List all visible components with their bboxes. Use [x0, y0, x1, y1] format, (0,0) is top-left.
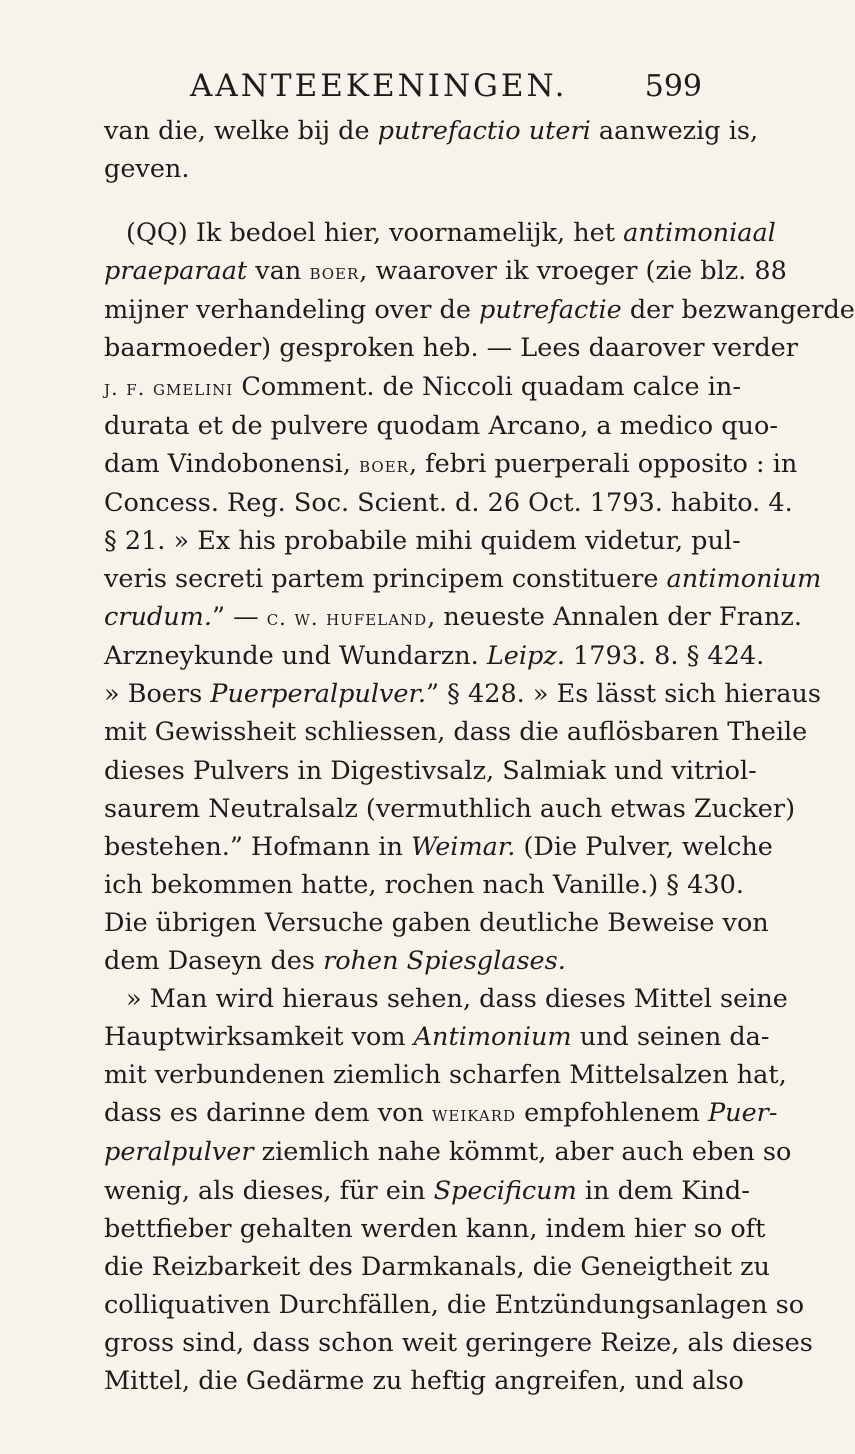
italic-text: peralpulver	[104, 1137, 254, 1168]
italic-text: rohen Spiesglases.	[323, 945, 566, 976]
text-line	[104, 150, 708, 188]
text-line	[104, 1286, 805, 1324]
page-header	[190, 68, 702, 104]
text-run: , neueste Annalen der Franz.	[427, 602, 802, 633]
text-run: ich bekommen hatte, rochen nach Vanille.) § 430.	[104, 869, 744, 900]
text-run: dass es darinne dem von	[104, 1098, 432, 1129]
italic-text: praeparaat	[104, 256, 248, 287]
text-run: (QQ) Ik bedoel hier, voornamelijk, het	[126, 218, 624, 249]
text-run: 1793. 8. § 424.	[564, 641, 765, 672]
text-run: veris secreti partem principem constituere	[104, 564, 667, 595]
text-run: ziemlich nahe kömmt, aber auch eben so	[253, 1137, 792, 1168]
text-line	[104, 866, 744, 904]
text-run: Die übrigen Versuche gaben deutliche Beweise von	[104, 907, 769, 938]
text-line	[104, 828, 773, 866]
text-run: van die, welke bij de	[104, 116, 378, 146]
text-run: gross sind, dass schon weit geringere Reize, als dieses	[104, 1327, 813, 1358]
small-caps-name: boer	[359, 452, 409, 477]
text-run: dam Vindobonensi,	[104, 448, 360, 479]
text-run: der bezwangerde	[621, 295, 855, 326]
page-number: 599	[644, 69, 702, 104]
text-line	[104, 291, 855, 329]
text-run: ” —	[211, 602, 267, 633]
text-line	[104, 598, 802, 637]
text-run: Concess. Reg. Soc. Scient. d. 26 Oct. 1793. habito. 4.	[104, 487, 793, 518]
italic-text: crudum.	[104, 602, 212, 633]
small-caps-name: boer	[309, 260, 360, 285]
small-caps-name: weikard	[432, 1102, 517, 1127]
text-line	[104, 790, 796, 828]
italic-text: putrefactio uteri	[377, 116, 591, 146]
text-run: dieses Pulvers in Digestivsalz, Salmiak und vitriol-	[104, 755, 757, 786]
text-run: empfohlenem	[516, 1098, 709, 1129]
text-line	[104, 252, 787, 291]
text-run: aanwezig is,	[590, 116, 759, 146]
text-run: mijner verhandeling over de	[104, 295, 480, 326]
running-head: AANTEEKENINGEN.	[190, 68, 568, 104]
small-caps-name: j. f. gmelini	[104, 375, 234, 400]
text-run: , febri puerperali opposito : in	[408, 448, 798, 479]
text-line	[104, 1210, 766, 1248]
text-line	[104, 484, 793, 522]
italic-text: Weimar.	[411, 831, 516, 862]
text-line	[104, 214, 776, 252]
text-line	[104, 1362, 744, 1400]
text-line	[104, 1094, 778, 1133]
text-line	[104, 522, 741, 560]
text-run: Mittel, die Gedärme zu heftig angreifen, und also	[104, 1366, 744, 1396]
small-caps-name: c. w. hufeland	[266, 606, 428, 631]
text-line	[104, 942, 708, 980]
text-run: mit Gewissheit schliessen, dass die auflösbaren Theile	[104, 717, 808, 748]
text-line	[104, 1133, 792, 1171]
text-run: Hauptwirksamkeit vom	[104, 1022, 414, 1053]
text-run: saurem Neutralsalz (vermuthlich auch etwas Zucker)	[104, 793, 796, 824]
italic-text: Specificum	[433, 1175, 577, 1206]
text-run: durata et de pulvere quodam Arcano, a medico quo-	[104, 410, 778, 441]
text-run: dem Daseyn des	[104, 945, 324, 976]
text-run: § 21. » Ex his probabile mihi quidem videtur, pul-	[104, 525, 741, 556]
text-run: die Reizbarkeit des Darmkanals, die Geneigtheit zu	[104, 1251, 770, 1282]
text-run: Comment. de Niccoli quadam calce in-	[233, 371, 741, 402]
text-line	[104, 560, 822, 598]
italic-text: antimonium	[666, 564, 822, 595]
text-run: in dem Kind-	[576, 1175, 750, 1206]
text-run: bestehen.” Hofmann in	[104, 831, 412, 862]
italic-text: Leipz.	[486, 641, 565, 672]
text-line	[104, 1324, 813, 1362]
text-line	[104, 1018, 770, 1056]
paragraph-gap	[104, 188, 708, 214]
text-run: mit verbundenen ziemlich scharfen Mittelsalzen hat,	[104, 1060, 787, 1091]
italic-text: Puer-	[708, 1098, 778, 1129]
italic-text: Antimonium	[413, 1022, 572, 1053]
text-line	[104, 445, 798, 484]
italic-text: putrefactie	[479, 295, 622, 326]
text-run: , waarover ik vroeger (zie blz. 88	[359, 256, 787, 287]
text-run: colliquativen Durchfällen, die Entzündungsanlagen so	[104, 1289, 805, 1320]
italic-text: antimoniaal	[623, 218, 776, 249]
text-run: wenig, als dieses, für ein	[104, 1175, 434, 1206]
text-line	[104, 368, 741, 407]
text-run: Arzneykunde und Wundarzn.	[104, 641, 487, 672]
text-run: van	[247, 256, 310, 287]
text-line	[104, 407, 778, 445]
text-run: ” § 428. » Es lässt sich hieraus	[426, 679, 821, 710]
text-line	[104, 637, 765, 675]
text-line	[104, 713, 808, 751]
text-line	[104, 675, 821, 713]
text-run: und seinen da-	[571, 1022, 770, 1053]
text-run: » Man wird hieraus sehen, dass dieses Mittel seine	[126, 984, 788, 1015]
italic-text: Puerperalpulver.	[210, 679, 426, 710]
text-run: bettfieber gehalten werden kann, indem hier so oft	[104, 1213, 766, 1244]
text-line	[104, 1248, 770, 1286]
body-text	[104, 112, 855, 1400]
text-line	[104, 112, 759, 150]
text-line	[104, 980, 788, 1018]
text-run: geven.	[104, 154, 190, 185]
text-line	[104, 1056, 787, 1094]
text-line	[104, 752, 757, 790]
text-line	[104, 1172, 750, 1210]
text-run: (Die Pulver, welche	[515, 831, 773, 862]
text-line	[104, 329, 798, 367]
text-run: baarmoeder) gesproken heb. — Lees daarover verder	[104, 333, 798, 364]
text-run: » Boers	[104, 679, 211, 710]
text-line	[104, 904, 769, 942]
